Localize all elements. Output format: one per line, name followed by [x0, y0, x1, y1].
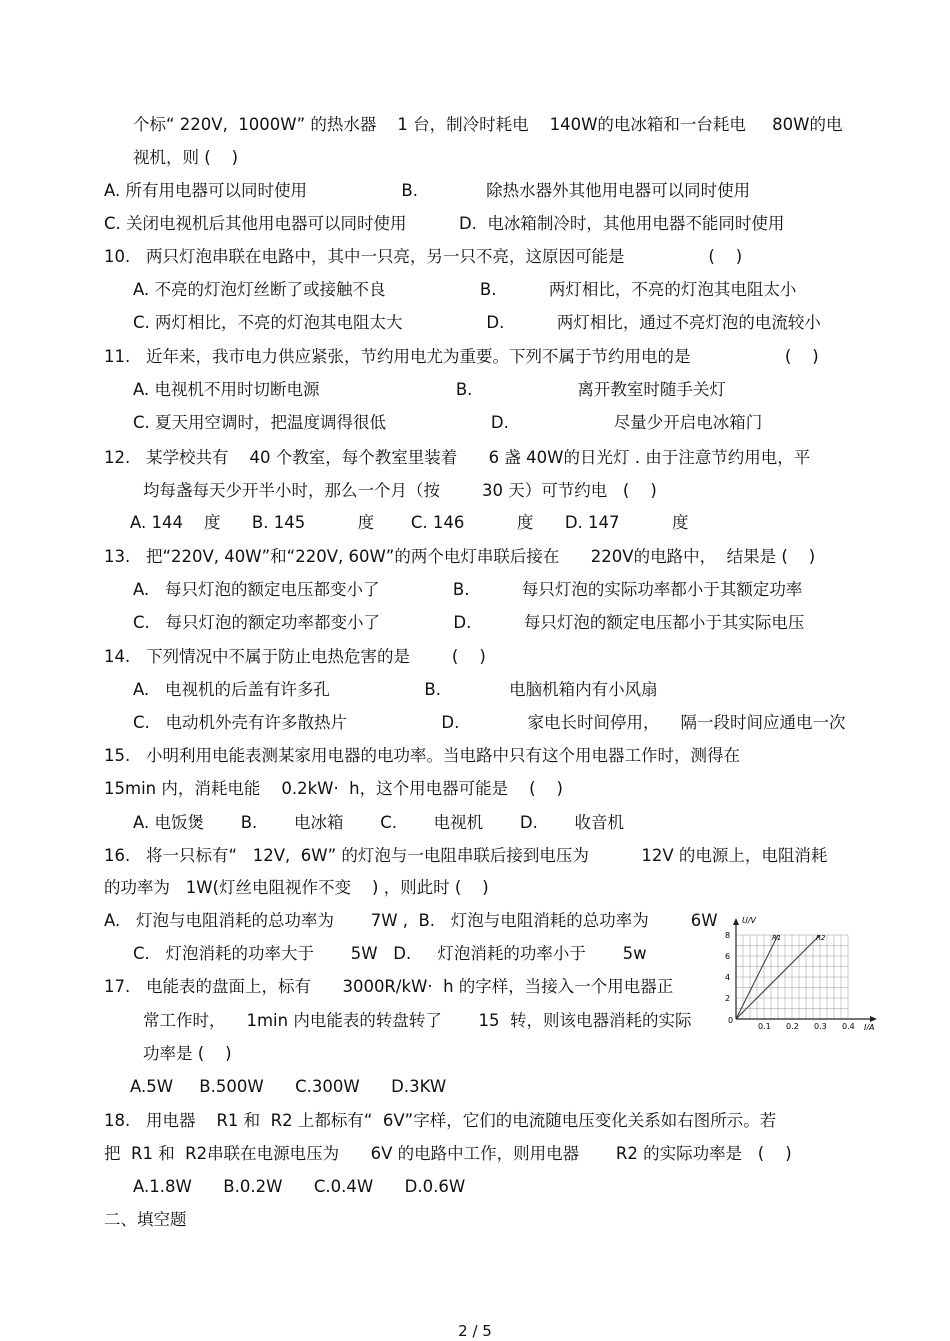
text-line: A. 电饭煲 B. 电冰箱 C. 电视机 D. 收音机	[133, 813, 625, 832]
origin-label: 0	[728, 1016, 734, 1025]
text-line: 11. 近年来，我市电力供应紧张，节约用电尤为重要。下列不属于节约用电的是 ( )	[104, 347, 819, 366]
y-tick-label: 2	[725, 994, 731, 1003]
text-line: 功率是 ( )	[143, 1044, 232, 1063]
text-line: C. 关闭电视机后其他用电器可以同时使用 D. 电冰箱制冷时，其他用电器不能同时使用	[104, 214, 785, 233]
text-line: 把 R1 和 R2串联在电源电压为 6V 的电路中工作，则用电器 R2 的实际功率是 ( )	[104, 1144, 792, 1163]
text-line: 14. 下列情况中不属于防止电热危害的是 ( )	[104, 647, 486, 666]
text-line: 16. 将一只标有“ 12V, 6W” 的灯泡与一电阻串联后接到电压为 12V 的电源上，电阻消耗	[104, 846, 828, 865]
graph-axes	[733, 918, 877, 1022]
text-line: 18. 用电器 R1 和 R2 上都标有“ 6V”字样，它们的电流随电压变化关系如右图所示。若	[104, 1111, 777, 1130]
text-line: A. 144 度 B. 145 度 C. 146 度 D. 147 度	[130, 513, 689, 532]
x-tick-labels	[758, 1022, 855, 1030]
text-line: 12. 某学校共有 40 个教室，每个教室里装着 6 盏 40W的日光灯 . 由于注意节约用电，平	[104, 448, 811, 467]
x-tick-label: 0.1	[758, 1022, 771, 1030]
x-tick-label: 0.4	[842, 1022, 855, 1030]
x-tick-label: 0.2	[786, 1022, 799, 1030]
y-axis-label: U/V	[742, 916, 757, 925]
page-number: 2 / 5	[458, 1322, 492, 1340]
text-line: 的功率为 1W(灯丝电阻视作不变 ) ，则此时 ( )	[104, 878, 489, 897]
y-tick-labels	[725, 931, 730, 1003]
text-line: A. 电视机不用时切断电源 B. 离开教室时随手关灯	[133, 380, 726, 399]
text-line: 二、填空题	[104, 1210, 187, 1229]
y-tick-label: 8	[725, 931, 731, 940]
r2-label: R2	[816, 934, 826, 942]
text-line: A. 所有用电器可以同时使用 B. 除热水器外其他用电器可以同时使用	[104, 181, 751, 200]
text-line: 13. 把“220V, 40W”和“220V, 60W”的两个电灯串联后接在 220V的电路中， 结果是 ( )	[104, 547, 816, 566]
graph-grid	[736, 935, 848, 1019]
text-line: C. 电动机外壳有许多散热片 D. 家电长时间停用， 隔一段时间应通电一次	[133, 713, 846, 732]
r1-label: R1	[772, 934, 782, 942]
text-line: 个标“ 220V, 1000W” 的热水器 1 台，制冷时耗电 140W的电冰箱和一台耗电 80W的电	[133, 115, 843, 134]
text-line: A. 每只灯泡的额定电压都变小了 B. 每只灯泡的实际功率都小于其额定功率	[133, 580, 803, 599]
text-line: A.5W B.500W C.300W D.3KW	[130, 1077, 447, 1096]
text-line: C. 夏天用空调时，把温度调得很低 D. 尽量少开启电冰箱门	[133, 413, 763, 432]
text-line: C. 每只灯泡的额定功率都变小了 D. 每只灯泡的额定电压都小于其实际电压	[133, 613, 805, 632]
text-line: A. 灯泡与电阻消耗的总功率为 7W , B. 灯泡与电阻消耗的总功率为 6W	[104, 911, 718, 930]
text-line: C. 灯泡消耗的功率大于 5W D. 灯泡消耗的功率小于 5w	[133, 944, 647, 963]
text-line: 10. 两只灯泡串联在电路中，其中一只亮，另一只不亮，这原因可能是 ( )	[104, 247, 743, 266]
y-tick-label: 6	[725, 952, 731, 961]
text-line: A. 电视机的后盖有许多孔 B. 电脑机箱内有小风扇	[133, 680, 658, 699]
u-i-graph	[716, 912, 886, 1030]
text-line: A. 不亮的灯泡灯丝断了或接触不良 B. 两灯相比，不亮的灯泡其电阻太小	[133, 280, 797, 299]
text-line: 17. 电能表的盘面上，标有 3000R/kW· h 的字样，当接入一个用电器正	[104, 977, 674, 996]
x-axis-label: I/A	[864, 1023, 875, 1030]
text-line: 15min 内，消耗电能 0.2kW· h，这个用电器可能是 ( )	[104, 779, 563, 798]
y-tick-label: 4	[725, 973, 731, 982]
text-line: 视机，则 ( )	[133, 148, 239, 167]
x-tick-label: 0.3	[814, 1022, 827, 1030]
text-line: 常工作时， 1min 内电能表的转盘转了 15 转，则该电器消耗的实际	[143, 1011, 692, 1030]
text-line: 15. 小明利用电能表测某家用电器的电功率。当电路中只有这个用电器工作时，测得在	[104, 746, 740, 765]
text-line: A.1.8W B.0.2W C.0.4W D.0.6W	[133, 1177, 466, 1196]
text-line: C. 两灯相比，不亮的灯泡其电阻太大 D. 两灯相比，通过不亮灯泡的电流较小	[133, 313, 821, 332]
text-line: 均每盏每天少开半小时，那么一个月（按 30 天）可节约电 ( )	[143, 481, 657, 500]
